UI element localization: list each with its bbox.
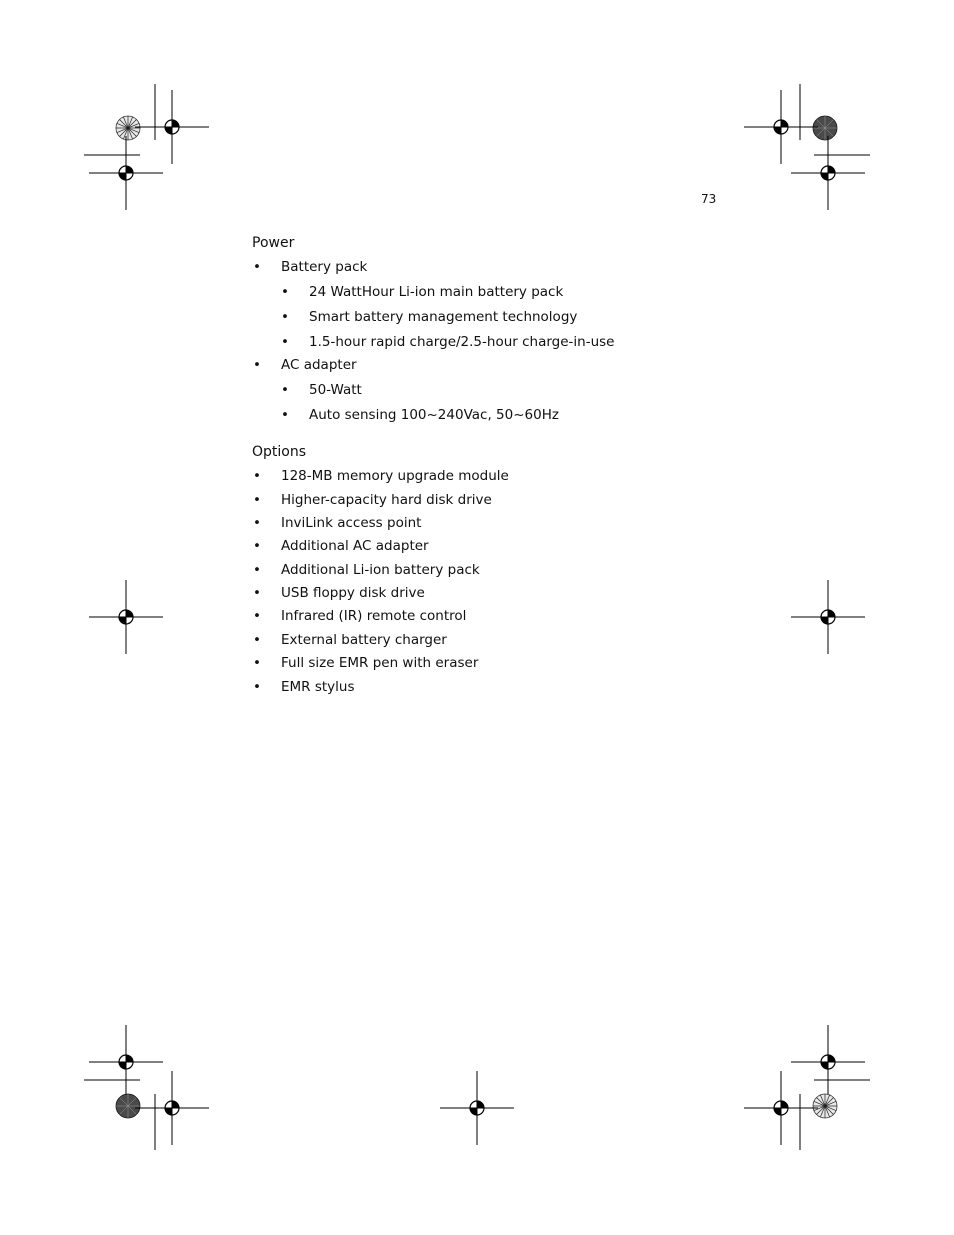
list-item-label: Higher-capacity hard disk drive bbox=[281, 492, 492, 508]
list-item-label: Full size EMR pen with eraser bbox=[281, 655, 479, 671]
list-item-label: Infrared (IR) remote control bbox=[281, 608, 467, 624]
sub-list-item-label: 50-Watt bbox=[309, 382, 362, 398]
bullet-icon: • bbox=[253, 492, 261, 508]
list-item-label: InviLink access point bbox=[281, 515, 422, 531]
list-item-label: AC adapter bbox=[281, 357, 357, 373]
list-item-label: Additional AC adapter bbox=[281, 538, 429, 554]
sub-list-item-label: 1.5-hour rapid charge/2.5-hour charge-in-use bbox=[309, 334, 615, 350]
page-number: 73 bbox=[701, 192, 717, 206]
bullet-icon: • bbox=[253, 357, 261, 373]
bullet-icon: • bbox=[281, 284, 289, 300]
bullet-icon: • bbox=[253, 585, 261, 601]
bullet-icon: • bbox=[281, 309, 289, 325]
bullet-icon: • bbox=[253, 515, 261, 531]
list-item-label: Battery pack bbox=[281, 259, 368, 275]
bullet-icon: • bbox=[253, 259, 261, 275]
bullet-icon: • bbox=[253, 562, 261, 578]
section-heading-options: Options bbox=[252, 444, 307, 460]
bullet-icon: • bbox=[253, 632, 261, 648]
list-item-label: USB floppy disk drive bbox=[281, 585, 425, 601]
sub-list-item-label: Smart battery management technology bbox=[309, 309, 578, 325]
sub-list-item-label: Auto sensing 100~240Vac, 50~60Hz bbox=[309, 407, 559, 423]
section-heading-power: Power bbox=[252, 235, 295, 251]
bullet-icon: • bbox=[281, 382, 289, 398]
list-item-label: EMR stylus bbox=[281, 679, 355, 695]
bullet-icon: • bbox=[253, 538, 261, 554]
list-item-label: External battery charger bbox=[281, 632, 447, 648]
sub-list-item-label: 24 WattHour Li-ion main battery pack bbox=[309, 284, 564, 300]
bullet-icon: • bbox=[253, 608, 261, 624]
list-item-label: Additional Li-ion battery pack bbox=[281, 562, 480, 578]
bullet-icon: • bbox=[281, 334, 289, 350]
list-item-label: 128-MB memory upgrade module bbox=[281, 468, 509, 484]
bullet-icon: • bbox=[253, 655, 261, 671]
bullet-icon: • bbox=[253, 468, 261, 484]
bullet-icon: • bbox=[281, 407, 289, 423]
bullet-icon: • bbox=[253, 679, 261, 695]
